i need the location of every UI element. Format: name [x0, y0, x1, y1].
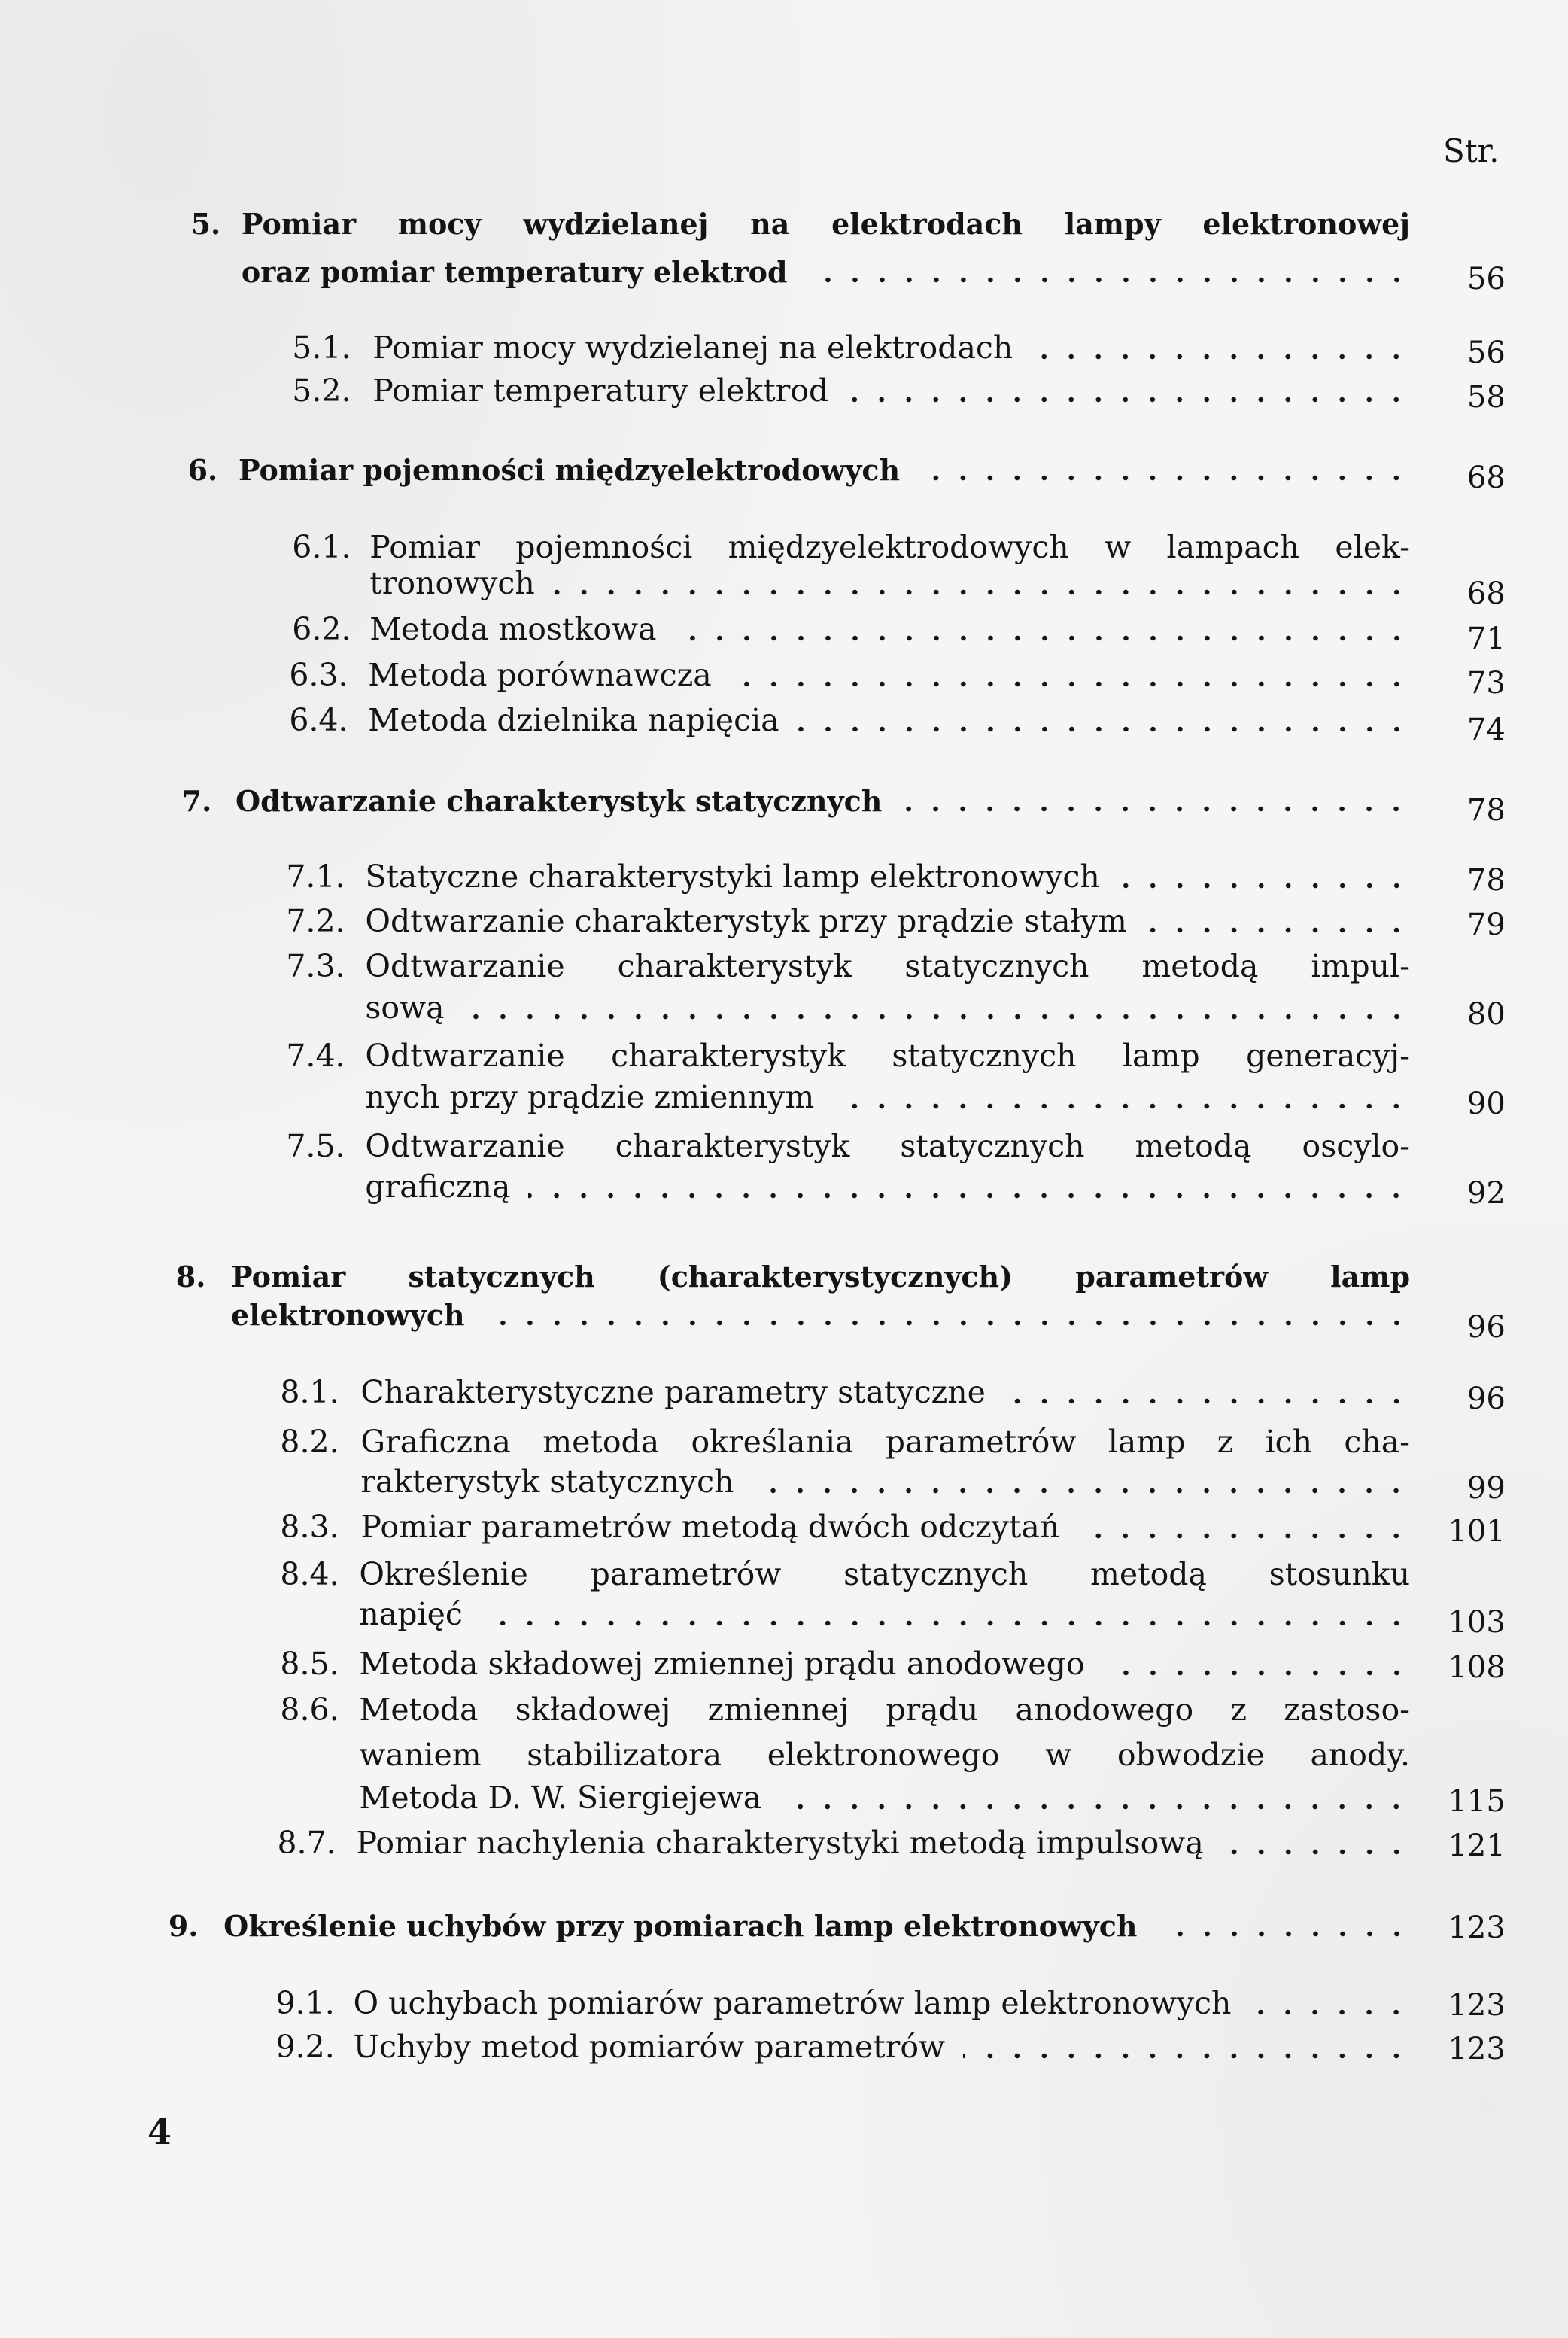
- entry-page-number: 92: [1466, 1175, 1506, 1211]
- entry-title-text: elektronowych: [231, 1298, 465, 1333]
- entry-title-text: oraz pomiar temperatury elektrod: [241, 254, 788, 289]
- dot-leader: [481, 1620, 1410, 1626]
- entry-number: 9.2.: [275, 2028, 335, 2065]
- entry-page-number: 71: [1466, 621, 1506, 656]
- entry-page-number: 73: [1466, 666, 1506, 701]
- entry-title-text: rakterystyk statycznych: [360, 1464, 734, 1500]
- entry-title-text: Określenie parametrów statycznych metodą stosunku: [359, 1555, 1410, 1592]
- dot-leader: [730, 681, 1410, 687]
- entry-title-line: [236, 784, 1410, 818]
- entry-title-text: tronowych: [369, 564, 535, 601]
- entry-page-number: 115: [1448, 1784, 1506, 1820]
- entry-page-number: 103: [1448, 1605, 1506, 1640]
- dot-leader: [806, 277, 1410, 283]
- entry-number: 7.3.: [286, 947, 345, 984]
- dot-leader: [846, 397, 1410, 403]
- entry-title-text: Pomiar statycznych (charakterystycznych) parametrów lamp: [231, 1259, 1411, 1294]
- entry-page-number: 56: [1466, 335, 1506, 370]
- entry-number: 8.7.: [277, 1824, 336, 1861]
- entry-page-number: 74: [1466, 712, 1506, 747]
- entry-title-line: [372, 330, 1410, 366]
- entry-title-text: Metoda porównawcza: [368, 657, 712, 694]
- entry-title-text: Metoda składowej zmiennej prądu anodowego: [359, 1645, 1085, 1682]
- entry-title-line: [359, 1596, 1410, 1632]
- entry-title-text: Odtwarzanie charakterystyk statycznych metodą oscylo-: [365, 1128, 1411, 1165]
- entry-title-line: [359, 1646, 1410, 1682]
- entry-number: 7.4.: [286, 1037, 345, 1074]
- entry-number: 6.3.: [289, 657, 348, 694]
- dot-leader: [1103, 1670, 1410, 1676]
- entry-title-line: [359, 1737, 1410, 1773]
- entry-title-line: [242, 207, 1410, 241]
- entry-title-text: napięć: [359, 1596, 463, 1633]
- entry-title-text: Metoda składowej zmiennej prądu anodowego z zastoso-: [359, 1692, 1410, 1728]
- entry-number: 8.5.: [280, 1645, 339, 1682]
- entry-title-line: [353, 1985, 1410, 2021]
- entry-number: 6.4.: [289, 701, 348, 738]
- entry-page-number: 56: [1466, 262, 1506, 297]
- entry-title-text: O uchybach pomiarów parametrów lamp elektronowych: [353, 1985, 1232, 2022]
- entry-title-line: [372, 372, 1410, 409]
- entry-page-number: 121: [1448, 1829, 1506, 1864]
- dot-leader: [553, 589, 1410, 595]
- entry-number: 8.1.: [280, 1374, 339, 1411]
- entry-title-line: [231, 1260, 1410, 1294]
- entry-page-number: 99: [1466, 1471, 1506, 1506]
- entry-title-line: [359, 1692, 1410, 1728]
- entry-page-number: 123: [1448, 2031, 1506, 2066]
- folio-page-number: 4: [147, 2111, 172, 2152]
- entry-title-text: Odtwarzanie charakterystyk statycznych lamp generacyj-: [365, 1037, 1411, 1074]
- entry-number: 8.6.: [280, 1692, 339, 1728]
- entry-title-line: [239, 453, 1410, 487]
- entry-number: 8.4.: [280, 1555, 339, 1592]
- dot-leader: [1145, 927, 1410, 933]
- entry-page-number: 90: [1466, 1086, 1506, 1121]
- dot-leader: [1156, 1931, 1411, 1937]
- entry-title-line: [353, 2029, 1410, 2065]
- entry-title-text: Pomiar nachylenia charakterystyki metodą impulsową: [356, 1824, 1204, 1861]
- entry-title-line: [223, 1909, 1410, 1943]
- entry-title-text: waniem stabilizatora elektronowego w obwodzie anody.: [359, 1736, 1410, 1773]
- entry-title-line: [360, 1464, 1410, 1500]
- entry-title-text: Określenie uchybów przy pomiarach lamp elektronowych: [223, 1909, 1138, 1944]
- entry-title-line: [368, 657, 1410, 693]
- entry-title-line: [365, 1169, 1410, 1205]
- entry-title-line: [365, 948, 1410, 984]
- dot-leader: [918, 475, 1410, 481]
- entry-page-number: 123: [1448, 1911, 1506, 1946]
- entry-title-text: Odtwarzanie charakterystyk statycznych metodą impul-: [365, 947, 1411, 984]
- entry-title-text: Pomiar pojemności międzyelektrodowych: [238, 453, 901, 487]
- entry-title-line: [365, 903, 1410, 939]
- entry-title-line: [365, 859, 1410, 895]
- entry-title-line: [369, 529, 1410, 565]
- entry-number: 6.2.: [292, 611, 351, 647]
- entry-page-number: 80: [1466, 997, 1506, 1032]
- entry-title-line: [369, 565, 1410, 601]
- entry-title-line: [365, 1038, 1410, 1074]
- entry-number: 9.: [168, 1909, 199, 1944]
- dot-leader: [832, 1103, 1410, 1109]
- entry-number: 8.2.: [280, 1423, 339, 1460]
- entry-title-line: [365, 1128, 1410, 1164]
- entry-number: 6.1.: [292, 529, 351, 566]
- dot-leader: [463, 1014, 1410, 1020]
- entry-title-text: Pomiar parametrów metodą dwóch odczytań: [360, 1508, 1060, 1545]
- dot-leader: [963, 2053, 1410, 2059]
- entry-number: 8.3.: [280, 1508, 339, 1545]
- entry-page-number: 78: [1466, 862, 1506, 898]
- entry-title-text: Pomiar temperatury elektrod: [372, 372, 829, 409]
- entry-title-line: [365, 990, 1410, 1026]
- entry-title-text: Metoda D. W. Siergiejewa: [359, 1780, 762, 1817]
- entry-title-text: Metoda mostkowa: [369, 611, 657, 647]
- entry-title-line: [231, 1298, 1410, 1332]
- entry-title-line: [360, 1509, 1410, 1545]
- entry-title-line: [242, 255, 1410, 289]
- entry-title-text: Metoda dzielnika napięcia: [368, 701, 779, 738]
- dot-leader: [483, 1320, 1410, 1326]
- entry-title-text: Statyczne charakterystyki lamp elektronowych: [365, 858, 1100, 895]
- entry-number: 8.: [175, 1259, 206, 1294]
- entry-title-text: nych przy prądzie zmiennym: [365, 1079, 815, 1116]
- dot-leader: [1118, 883, 1410, 889]
- dot-leader: [675, 635, 1410, 641]
- entry-title-line: [360, 1424, 1410, 1460]
- dot-leader: [1031, 354, 1410, 360]
- entry-title-text: Uchyby metod pomiarów parametrów: [353, 2028, 946, 2065]
- entry-title-line: [368, 702, 1410, 738]
- entry-number: 6.: [187, 453, 218, 487]
- entry-title-text: Charakterystyczne parametry statyczne: [360, 1374, 986, 1411]
- dot-leader: [1249, 2009, 1410, 2015]
- entry-title-text: Odtwarzanie charakterystyk statycznych: [235, 783, 883, 818]
- dot-leader: [1077, 1533, 1410, 1539]
- dot-leader: [528, 1193, 1410, 1199]
- entry-title-text: Odtwarzanie charakterystyk przy prądzie stałym: [365, 903, 1127, 940]
- entry-page-number: 68: [1466, 460, 1506, 495]
- entry-title-text: Pomiar mocy wydzielanej na elektrodach: [372, 329, 1013, 366]
- entry-title-line: [356, 1825, 1410, 1861]
- entry-number: 5.2.: [292, 372, 351, 409]
- entry-page-number: 101: [1448, 1514, 1506, 1549]
- entry-number: 9.1.: [275, 1985, 335, 2022]
- dot-leader: [779, 1804, 1410, 1810]
- entry-page-number: 123: [1448, 1988, 1506, 2023]
- entry-title-text: graficzną: [365, 1168, 511, 1205]
- dot-leader: [1004, 1398, 1410, 1404]
- entry-page-number: 96: [1466, 1382, 1506, 1417]
- entry-number: 7.2.: [286, 903, 345, 940]
- entry-page-number: 96: [1466, 1310, 1506, 1345]
- dot-leader: [798, 726, 1410, 732]
- entry-page-number: 79: [1466, 908, 1506, 943]
- entry-title-text: Pomiar mocy wydzielanej na elektrodach lampy elektronowej: [241, 207, 1411, 242]
- entry-title-line: [359, 1556, 1410, 1592]
- dot-leader: [900, 806, 1410, 812]
- entry-page-number: 68: [1466, 576, 1506, 612]
- entry-title-text: Graficzna metoda określania parametrów lamp z ich cha-: [360, 1423, 1410, 1460]
- entry-title-text: sową: [365, 990, 445, 1026]
- dot-leader: [1222, 1849, 1410, 1855]
- entry-page-number: 108: [1448, 1649, 1506, 1685]
- entry-number: 5.1.: [292, 329, 351, 366]
- entry-title-line: [359, 1780, 1410, 1816]
- entry-title-line: [369, 611, 1410, 647]
- entry-title-line: [360, 1374, 1410, 1410]
- entry-number: 7.: [181, 783, 212, 818]
- entry-number: 7.1.: [286, 858, 345, 895]
- entry-title-text: Pomiar pojemności międzyelektrodowych w lampach elek-: [369, 529, 1411, 566]
- entry-number: 7.5.: [286, 1128, 345, 1165]
- entry-number: 5.: [190, 207, 221, 242]
- entry-page-number: 58: [1466, 379, 1506, 415]
- entry-page-number: 78: [1466, 792, 1506, 828]
- entry-title-line: [365, 1079, 1410, 1115]
- page-column-label: Str.: [1443, 132, 1500, 169]
- dot-leader: [752, 1488, 1410, 1494]
